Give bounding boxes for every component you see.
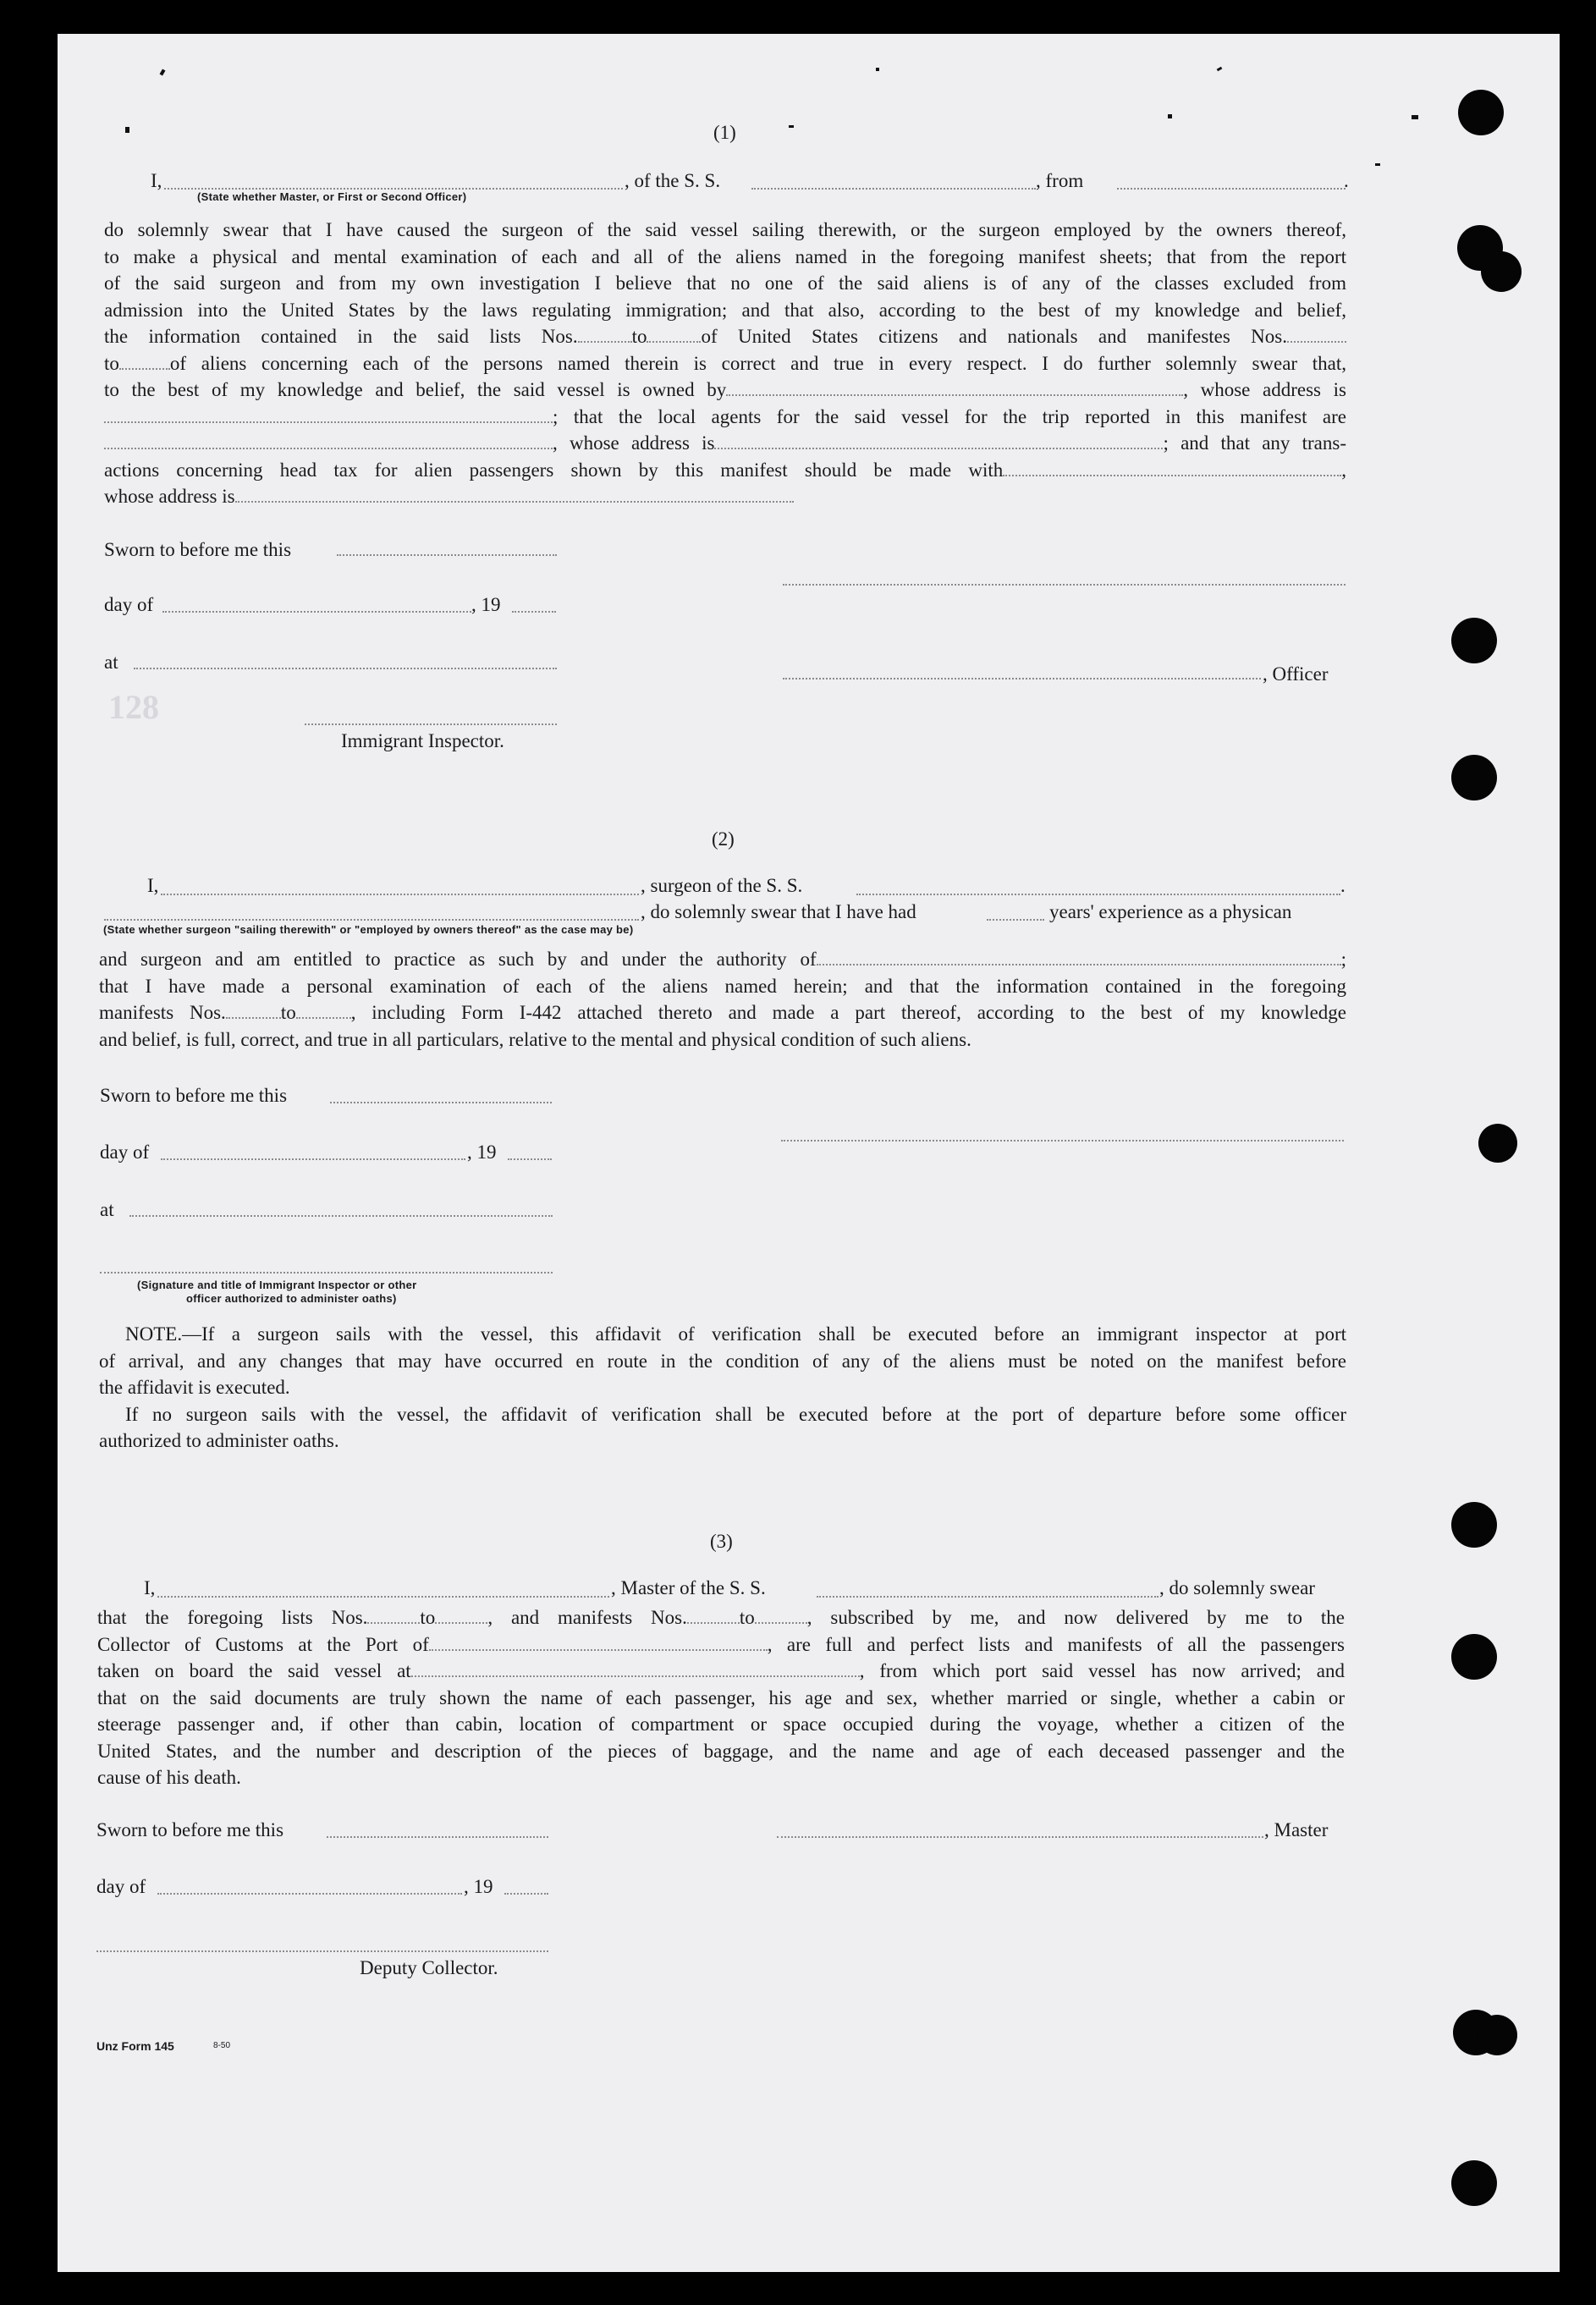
para-line: cause of his death.: [97, 1767, 241, 1788]
citizen-list-to-field[interactable]: [647, 326, 701, 343]
punch-hole: [1451, 2160, 1497, 2206]
para-line: admission into the United States by the laws regulating immigration; and that also, according to the best of my knowledge and belief,: [104, 299, 1346, 321]
section2-year-label: , 19: [467, 1141, 497, 1163]
inspector-label: Immigrant Inspector.: [341, 730, 504, 751]
section1-officer-label: , Officer: [1263, 663, 1329, 685]
para-line: to the best of my knowledge and belief, the said vessel is owned by , whose address is: [104, 379, 1346, 400]
section1-paragraph: [104, 217, 1346, 510]
section2-surgeon-of: , surgeon of the S. S.: [641, 875, 803, 896]
master-role-note: (State whether Master, or First or Second Officer): [197, 190, 467, 203]
section2-sworn-date-field[interactable]: [330, 1102, 552, 1103]
para-line: of the said surgeon and from my own investigation I believe that no one of the said aliens is of any of the classes excluded from: [104, 272, 1346, 294]
section1-officer-signature-line[interactable]: [783, 584, 1346, 586]
boarding-port-field[interactable]: [411, 1660, 860, 1677]
section2-number: (2): [712, 828, 735, 850]
section3-year-label: , 19: [464, 1876, 493, 1897]
form-code: 8-50: [213, 2041, 231, 2050]
para-line: that the foregoing lists Nos. to , and manifests Nos. to , subscribed by me, and now delivered by me to the: [97, 1607, 1346, 1628]
section3-manifests-from-field[interactable]: [687, 1607, 740, 1624]
para-line: and surgeon and am entitled to practice as such by and under the authority of ;: [99, 949, 1346, 970]
section3-manifests-to-field[interactable]: [755, 1607, 807, 1624]
section1-of-ss: , of the S. S.: [625, 170, 721, 191]
para-line: to of aliens concerning each of the persons named therein is correct and true in every respect. I do further solemnly swear that,: [104, 352, 1346, 374]
section1-day-of-field[interactable]: [162, 611, 471, 613]
section2-day-of-label: day of: [100, 1141, 150, 1163]
section1-sworn-date-field[interactable]: [337, 554, 557, 556]
section1-at-field[interactable]: [134, 668, 557, 669]
speck: [125, 127, 129, 133]
section1-number: (1): [713, 122, 736, 143]
head-tax-address-field[interactable]: [235, 486, 794, 503]
citizen-list-from-field[interactable]: [578, 326, 632, 343]
section1-period: .: [1344, 170, 1349, 191]
punch-hole: [1451, 618, 1497, 663]
section3-solemnly: , do solemnly swear: [1159, 1577, 1315, 1598]
para-line: to make a physical and mental examination of each and all of the aliens named in the foregoing manifest sheets; that from the report: [104, 245, 1346, 267]
collector-signature-line[interactable]: [96, 1950, 548, 1952]
para-line: whose address is: [104, 483, 1346, 510]
punch-hole: [1451, 1634, 1497, 1680]
para-line: and belief, is full, correct, and true in all particulars, relative to the mental and physical condition of such aliens.: [99, 1028, 971, 1050]
vessel-owner-field[interactable]: [726, 379, 1183, 396]
section2-paragraph: [99, 946, 1346, 1053]
surgeon-role-field[interactable]: [104, 919, 639, 921]
section2-at-label: at: [100, 1199, 114, 1220]
section2-swear: , do solemnly swear that I have had: [641, 901, 916, 922]
para-line: that on the said documents are truly shown the name of each passenger, his age and sex, whether married or single, whether a cabin or: [97, 1686, 1345, 1708]
collector-label: Deputy Collector.: [360, 1957, 498, 1978]
section3-day-of-field[interactable]: [157, 1893, 462, 1895]
note-line: of arrival, and any changes that may have occurred en route in the condition of any of the aliens must be noted on the manifest before: [99, 1350, 1346, 1372]
alien-manifest-to-field[interactable]: [119, 353, 170, 370]
vessel-name-field[interactable]: [751, 188, 1036, 190]
section3-master-label: , Master: [1264, 1819, 1329, 1840]
note-line: NOTE.—If a surgeon sails with the vessel, this affidavit of verification shall be executed before an immigrant inspector at port: [125, 1323, 1346, 1345]
section1-year-label: , 19: [471, 594, 501, 615]
surgeon-name-field[interactable]: [161, 894, 639, 895]
years-experience-field[interactable]: [987, 919, 1044, 921]
punch-hole: [1481, 251, 1522, 292]
section3-number: (3): [710, 1531, 733, 1552]
section1-officer-line[interactable]: [783, 678, 1261, 679]
para-line: steerage passenger and, if other than cabin, location of compartment or space occupied during the voyage, whether a citizen of the: [97, 1714, 1345, 1735]
para-line: United States, and the number and description of the pieces of baggage, and the name and age of each deceased passenger and the: [97, 1740, 1345, 1762]
section1-day-of-label: day of: [104, 594, 154, 615]
section3-paragraph: [97, 1604, 1345, 1791]
local-agents-field[interactable]: [104, 432, 553, 449]
para-line: the information contained in the said lists Nos. to of United States citizens and nationals and manifestes Nos.: [104, 323, 1346, 350]
para-line: do solemnly swear that I have caused the surgeon of the said vessel sailing therewith, or the surgeon employed by the owners thereof,: [104, 219, 1346, 240]
section1-at-label: at: [104, 652, 118, 673]
punch-hole: [1451, 755, 1497, 800]
faint-stamp: 128: [108, 688, 159, 726]
punch-hole: [1477, 2015, 1517, 2055]
speck: [1375, 163, 1380, 166]
para-line: manifests Nos. to , including Form I-442 attached thereto and made a part thereof, according to the best of my knowledge: [99, 1002, 1346, 1023]
section1-sworn-label: Sworn to before me this: [104, 539, 292, 560]
punch-hole: [1458, 90, 1504, 135]
signature-title-note: (Signature and title of Immigrant Inspector or other: [137, 1279, 417, 1291]
para-line: taken on board the said vessel at , from which port said vessel has now arrived; and: [97, 1660, 1345, 1681]
punch-hole: [1451, 1502, 1497, 1548]
head-tax-contact-field[interactable]: [1003, 459, 1341, 476]
section3-sworn-date-field[interactable]: [327, 1836, 548, 1838]
section3-master-of: , Master of the S. S.: [611, 1577, 766, 1598]
section2-period: .: [1340, 875, 1346, 896]
section2-manifest-to-field[interactable]: [296, 1002, 351, 1019]
speck: [1168, 114, 1172, 118]
section3-day-of-label: day of: [96, 1876, 146, 1897]
para-line: that I have made a personal examination of each of the aliens named herein; and that the information contained in the foregoing: [99, 975, 1346, 997]
para-line: actions concerning head tax for alien passengers shown by this manifest should be made with ,: [104, 459, 1346, 481]
section2-at-field[interactable]: [129, 1215, 553, 1217]
port-of-field[interactable]: [429, 1634, 768, 1651]
note-line: If no surgeon sails with the vessel, the affidavit of verification shall be executed before at the port of departure before some officer: [125, 1403, 1346, 1425]
section1-year-field[interactable]: [512, 611, 556, 613]
section2-i-label: I,: [147, 875, 159, 896]
section3-master-signature-line[interactable]: [777, 1836, 1263, 1838]
section2-day-of-field[interactable]: [161, 1158, 465, 1160]
speck: [1412, 115, 1418, 119]
inspector-signature-line[interactable]: [305, 723, 557, 725]
section3-lists-to-field[interactable]: [435, 1607, 487, 1624]
section2-signature-line[interactable]: [781, 1140, 1344, 1141]
owner-address-field[interactable]: [104, 406, 553, 423]
authority-field[interactable]: [817, 949, 1341, 965]
section2-officer-signature-line[interactable]: [100, 1272, 553, 1274]
section1-i-label: I,: [151, 170, 162, 191]
form-number: Unz Form 145: [96, 2039, 174, 2053]
para-line: ; that the local agents for the said vessel for the trip reported in this manifest are: [104, 404, 1346, 431]
signature-title-note: officer authorized to administer oaths): [186, 1292, 397, 1305]
agents-address-field[interactable]: [714, 432, 1163, 449]
para-line: Collector of Customs at the Port of , are full and perfect lists and manifests of all the passengers: [97, 1633, 1345, 1655]
alien-manifest-from-field[interactable]: [1287, 326, 1346, 343]
master-name-field[interactable]: [164, 188, 623, 190]
section3-year-field[interactable]: [504, 1893, 548, 1895]
section3-vessel-field[interactable]: [817, 1596, 1158, 1598]
section1-from: , from: [1036, 170, 1084, 191]
section2-year-field[interactable]: [508, 1158, 552, 1160]
note-line: the affidavit is executed.: [99, 1377, 290, 1398]
surgeon-role-note: (State whether surgeon "sailing therewith" or "employed by owners thereof" as the case may be): [103, 923, 634, 936]
speck: [789, 125, 794, 128]
punch-hole: [1478, 1124, 1517, 1163]
section2-sworn-label: Sworn to before me this: [100, 1085, 288, 1106]
note-line: authorized to administer oaths.: [99, 1430, 339, 1451]
section2-vessel-field[interactable]: [856, 894, 1340, 895]
note-paragraph: [99, 1321, 1346, 1455]
section3-lists-from-field[interactable]: [367, 1607, 420, 1624]
section3-i-label: I,: [144, 1577, 156, 1598]
section2-manifest-from-field[interactable]: [226, 1002, 281, 1019]
from-port-field[interactable]: [1117, 188, 1346, 190]
section2-years: years' experience as a physican: [1049, 901, 1292, 922]
speck: [876, 68, 879, 71]
para-line: , whose address is ; and that any trans-: [104, 430, 1346, 457]
section3-sworn-label: Sworn to before me this: [96, 1819, 284, 1840]
section3-master-name-field[interactable]: [157, 1596, 609, 1598]
